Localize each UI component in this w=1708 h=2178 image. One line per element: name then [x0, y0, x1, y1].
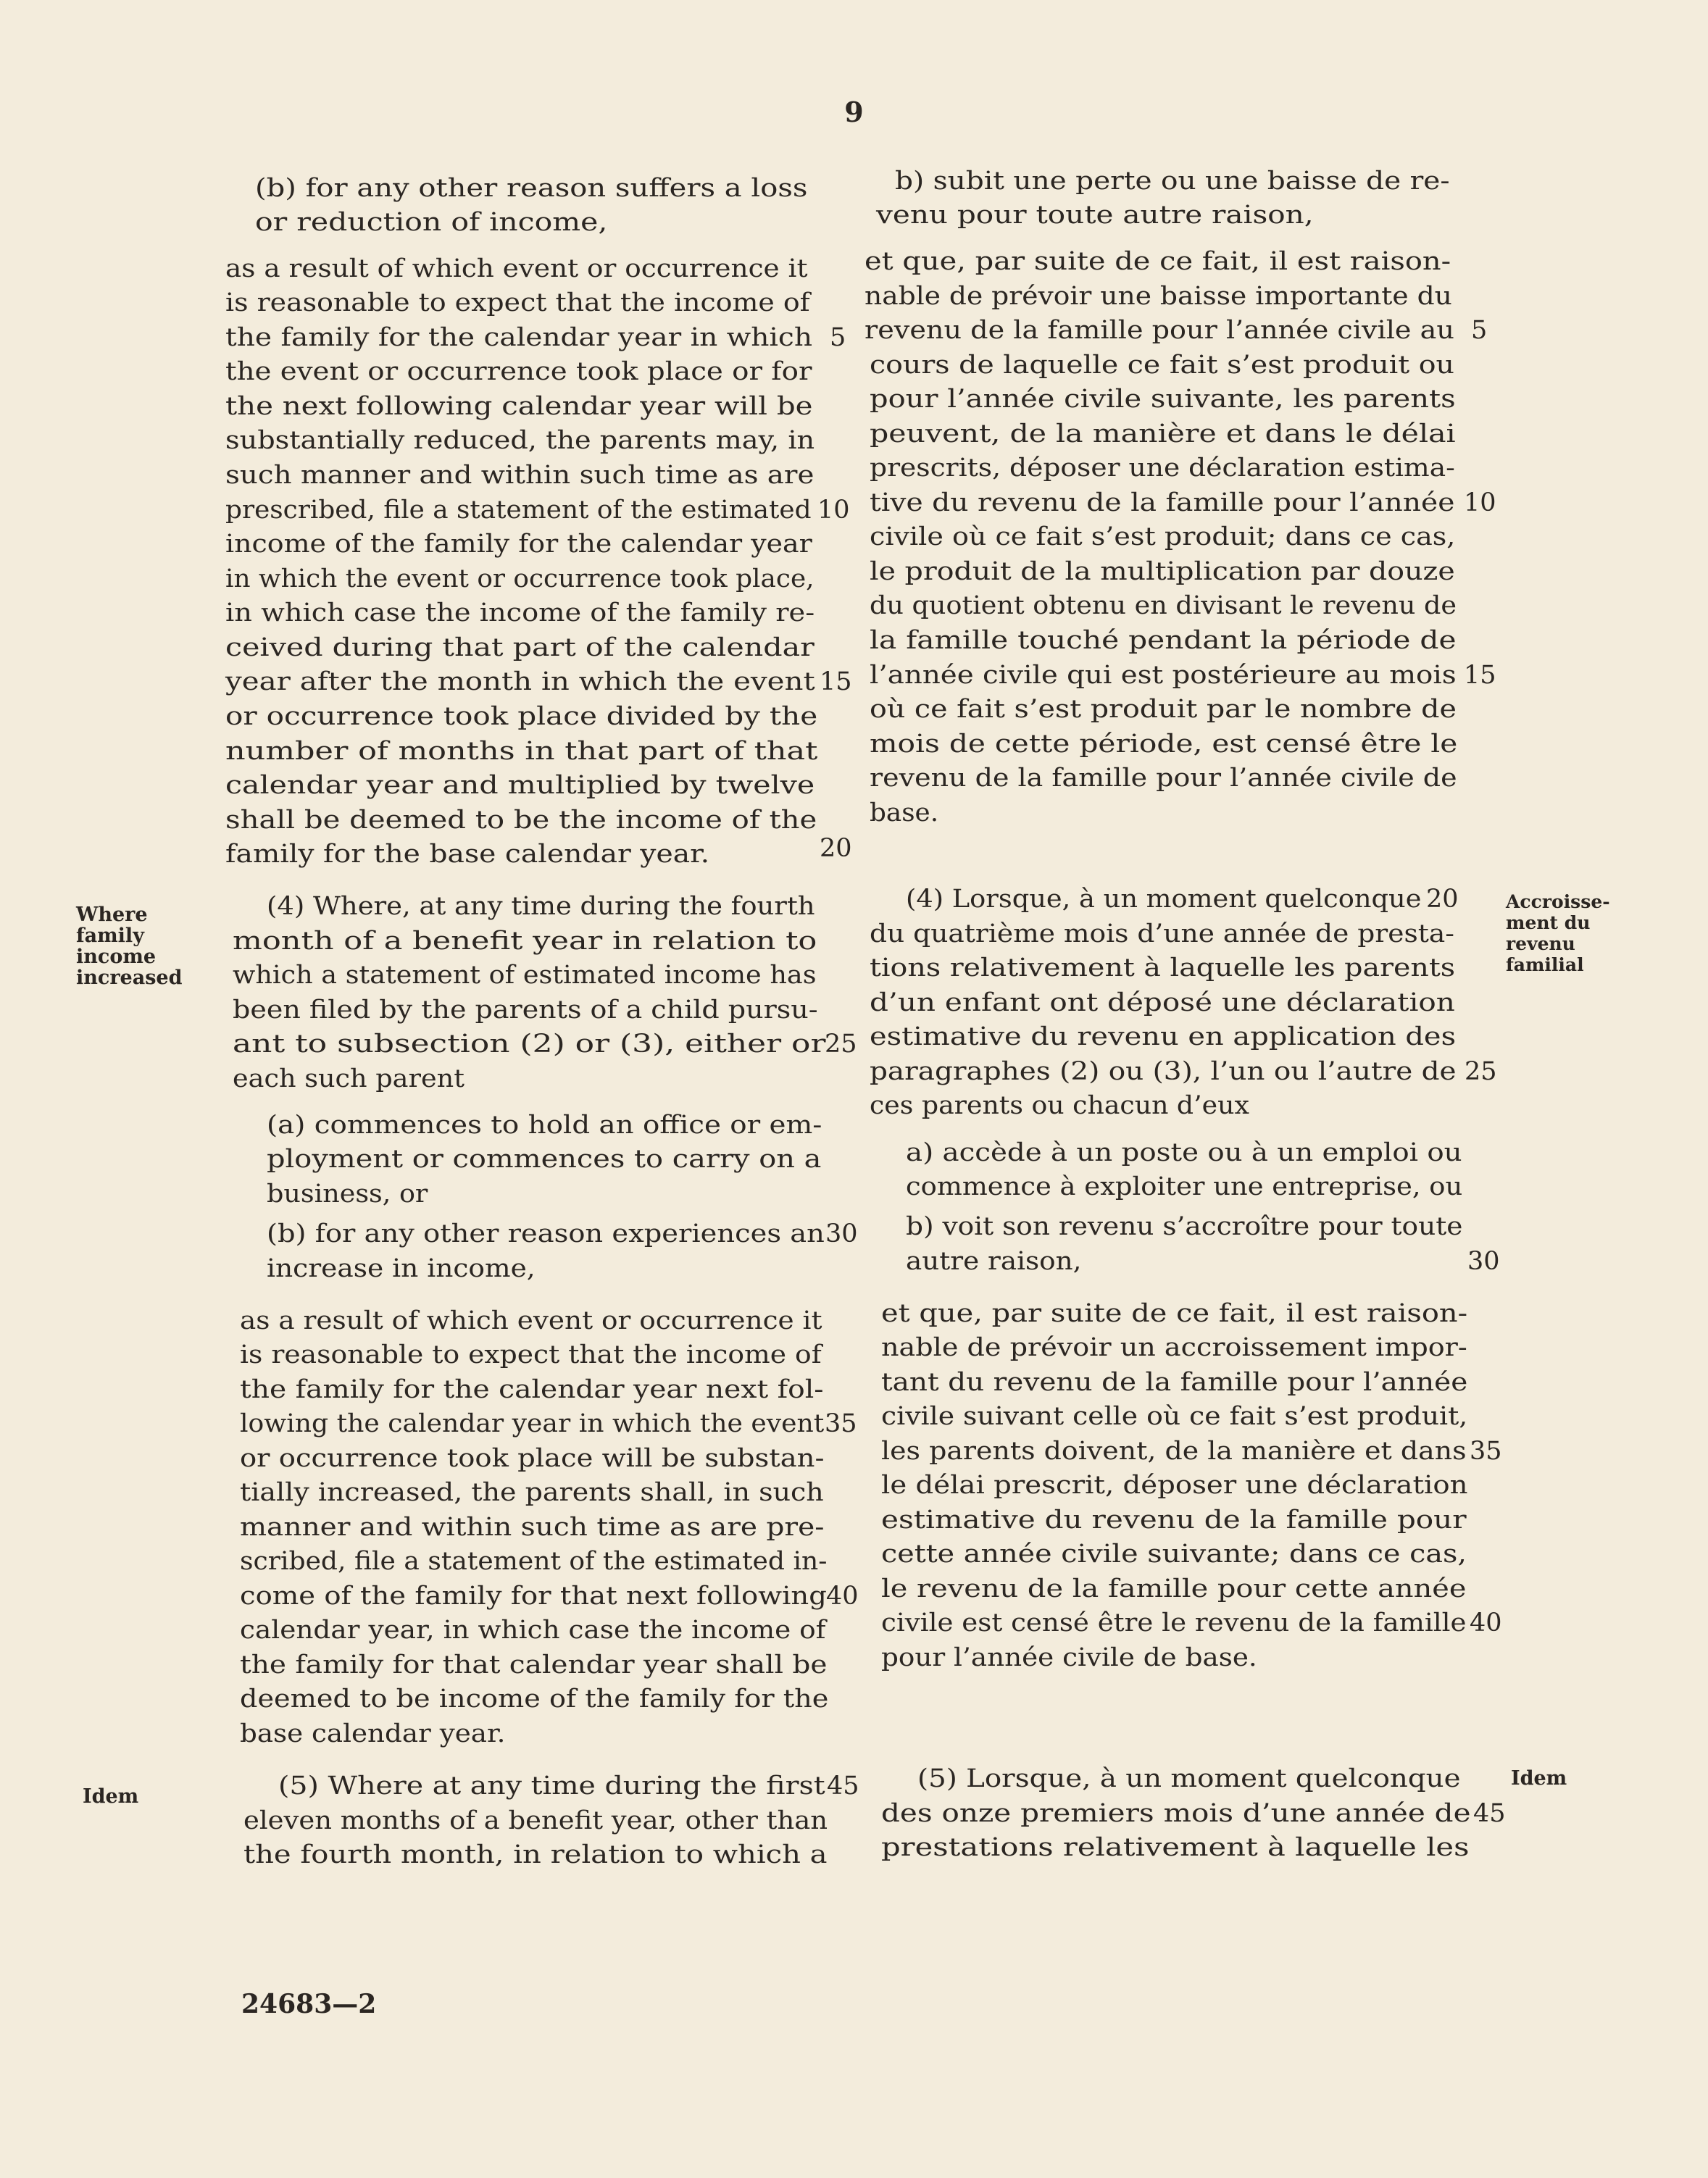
line-number: 25: [825, 1030, 857, 1059]
line-number: 40: [826, 1582, 859, 1611]
text-line: estimative du revenu de la famille pour: [881, 1506, 1467, 1535]
text-line: the family for the calendar year next fol-: [240, 1375, 824, 1404]
text-line: business, or: [267, 1180, 428, 1209]
text-line: des onze premiers mois d’une année de: [881, 1799, 1471, 1828]
text-line: ployment or commences to carry on a: [267, 1145, 822, 1174]
text-line: been filed by the parents of a child pursu-: [233, 996, 818, 1025]
text-line: b) subit une perte ou une baisse de re-: [895, 167, 1450, 196]
text-line: as a result of which event or occurrence it: [225, 254, 808, 283]
text-line: civile suivant celle où ce fait s’est produit,: [881, 1402, 1468, 1431]
text-line: a) accède à un poste ou à un emploi ou: [906, 1138, 1462, 1167]
text-line: shall be deemed to be the income of the: [225, 806, 817, 835]
text-line: (5) Lorsque, à un moment quelconque: [917, 1764, 1461, 1793]
text-line: l’année civile qui est postérieure au mois: [870, 661, 1457, 690]
text-line: family for the base calendar year.: [225, 840, 710, 869]
text-line: lowing the calendar year in which the event: [240, 1409, 825, 1438]
text-line: the family for the calendar year in which: [225, 323, 813, 352]
text-line: revenu de la famille pour l’année civile de: [870, 764, 1457, 793]
text-line: prescribed, file a statement of the estimated: [225, 496, 812, 525]
text-line: substantially reduced, the parents may, in: [225, 426, 815, 455]
line-number: 30: [825, 1219, 858, 1248]
text-line: du quotient obtenu en divisant le revenu de: [870, 591, 1457, 620]
text-line: cours de laquelle ce fait s’est produit ou: [870, 351, 1454, 380]
text-line: eleven months of a benefit year, other than: [243, 1806, 828, 1835]
text-line: pour l’année civile de base.: [881, 1643, 1257, 1672]
text-line: as a result of which event or occurrence it: [240, 1306, 822, 1335]
text-line: cette année civile suivante; dans ce cas,: [881, 1540, 1467, 1569]
text-line: prestations relativement à laquelle les: [881, 1833, 1470, 1862]
line-number: 25: [1465, 1057, 1497, 1086]
text-line: the family for that calendar year shall be: [240, 1651, 828, 1680]
text-line: (5) Where at any time during the first: [278, 1772, 825, 1801]
text-line: (a) commences to hold an office or em-: [267, 1111, 822, 1140]
text-line: calendar year, in which case the income of: [240, 1616, 826, 1645]
text-line: deemed to be income of the family for the: [240, 1685, 829, 1714]
text-line: base.: [870, 798, 939, 827]
text-line: (4) Where, at any time during the fourth: [267, 892, 815, 921]
text-line: pour l’année civile suivante, les parents: [870, 385, 1456, 414]
line-number: 20: [820, 834, 852, 863]
text-line: la famille touché pendant la période de: [870, 626, 1457, 655]
text-line: b) voit son revenu s’accroître pour toute: [906, 1212, 1463, 1241]
text-line: increase in income,: [267, 1254, 536, 1283]
text-line: such manner and within such time as are: [225, 461, 815, 490]
text-line: (b) for any other reason suffers a loss: [255, 174, 808, 203]
text-line: et que, par suite de ce fait, il est raison-: [865, 247, 1451, 276]
text-line: income of the family for the calendar year: [225, 530, 812, 559]
line-number: 10: [1464, 488, 1496, 517]
text-line: du quatrième mois d’une année de presta-: [870, 919, 1454, 948]
text-line: the fourth month, in relation to which a: [243, 1840, 828, 1869]
text-line: tive du revenu de la famille pour l’année: [870, 488, 1455, 517]
text-line: autre raison,: [906, 1247, 1082, 1276]
footer-code: 24683—2: [241, 1989, 377, 2019]
margin-note-family-income-increased: Where family income increased: [76, 904, 183, 989]
text-line: or reduction of income,: [255, 208, 608, 237]
text-line: number of months in that part of that: [225, 737, 818, 766]
line-number: 40: [1470, 1609, 1502, 1637]
text-line: in which the event or occurrence took place,: [225, 564, 815, 593]
text-line: tant du revenu de la famille pour l’année: [881, 1368, 1468, 1397]
text-line: or occurrence took place will be substan-: [240, 1444, 825, 1473]
text-line: come of the family for that next following: [240, 1582, 827, 1611]
text-line: tially increased, the parents shall, in such: [240, 1478, 824, 1507]
line-number: 5: [1471, 316, 1488, 345]
text-line: the next following calendar year will be: [225, 392, 813, 421]
text-line: is reasonable to expect that the income of: [225, 288, 810, 317]
text-line: venu pour toute autre raison,: [876, 201, 1314, 230]
text-line: mois de cette période, est censé être le: [870, 730, 1458, 759]
line-number: 35: [1470, 1437, 1502, 1466]
text-line: ceived during that part of the calendar: [225, 633, 815, 662]
line-number: 20: [1426, 885, 1459, 914]
text-line: in which case the income of the family re-: [225, 598, 815, 627]
text-line: is reasonable to expect that the income of: [240, 1340, 822, 1369]
margin-note-idem-fr: Idem: [1511, 1767, 1567, 1790]
text-line: le délai prescrit, déposer une déclaration: [881, 1471, 1468, 1500]
text-line: or occurrence took place divided by the: [225, 702, 818, 731]
text-line: each such parent: [233, 1064, 465, 1093]
text-line: (4) Lorsque, à un moment quelconque: [906, 885, 1422, 914]
text-line: nable de prévoir un accroissement impor-: [881, 1333, 1467, 1362]
text-line: which a statement of estimated income has: [233, 961, 817, 990]
text-line: base calendar year.: [240, 1719, 506, 1748]
line-number: 15: [1464, 661, 1496, 690]
text-line: le produit de la multiplication par douze: [870, 557, 1455, 586]
text-line: civile est censé être le revenu de la famille: [881, 1609, 1467, 1637]
page-number: 9: [844, 96, 864, 128]
text-line: commence à exploiter une entreprise, ou: [906, 1172, 1463, 1201]
margin-note-idem: Idem: [83, 1785, 139, 1808]
text-line: scribed, file a statement of the estimated in-: [240, 1547, 828, 1576]
text-line: calendar year and multiplied by twelve: [225, 771, 815, 800]
line-number: 45: [827, 1772, 859, 1801]
text-line: ant to subsection (2) or (3), either or: [233, 1030, 826, 1059]
margin-note-accroissement-revenu-familial: Accroisse- ment du revenu familial: [1506, 891, 1610, 975]
text-line: the event or occurrence took place or for: [225, 357, 812, 386]
text-line: les parents doivent, de la manière et dans: [881, 1437, 1467, 1466]
text-line: tions relativement à laquelle les parents: [870, 954, 1456, 982]
text-line: month of a benefit year in relation to: [233, 927, 817, 956]
text-line: prescrits, déposer une déclaration estima-: [870, 454, 1455, 483]
text-line: peuvent, de la manière et dans le délai: [870, 420, 1456, 448]
line-number: 35: [825, 1409, 857, 1438]
text-line: manner and within such time as are pre-: [240, 1513, 825, 1542]
text-line: (b) for any other reason experiences an: [267, 1219, 825, 1248]
text-line: revenu de la famille pour l’année civile au: [865, 316, 1454, 345]
text-line: d’un enfant ont déposé une déclaration: [870, 988, 1455, 1017]
line-number: 10: [817, 496, 850, 525]
line-number: 5: [830, 323, 846, 352]
line-number: 30: [1467, 1247, 1500, 1276]
text-line: où ce fait s’est produit par le nombre de: [870, 695, 1457, 724]
text-line: civile où ce fait s’est produit; dans ce cas,: [870, 522, 1456, 551]
line-number: 45: [1473, 1799, 1506, 1828]
text-line: et que, par suite de ce fait, il est raison-: [881, 1299, 1468, 1328]
text-line: estimative du revenu en application des: [870, 1022, 1457, 1051]
text-line: year after the month in which the event: [225, 667, 815, 696]
text-line: nable de prévoir une baisse importante du: [865, 282, 1452, 311]
text-line: le revenu de la famille pour cette année: [881, 1574, 1467, 1603]
text-line: paragraphes (2) ou (3), l’un ou l’autre de: [870, 1057, 1457, 1086]
text-line: ces parents ou chacun d’eux: [870, 1091, 1249, 1120]
line-number: 15: [820, 667, 852, 696]
